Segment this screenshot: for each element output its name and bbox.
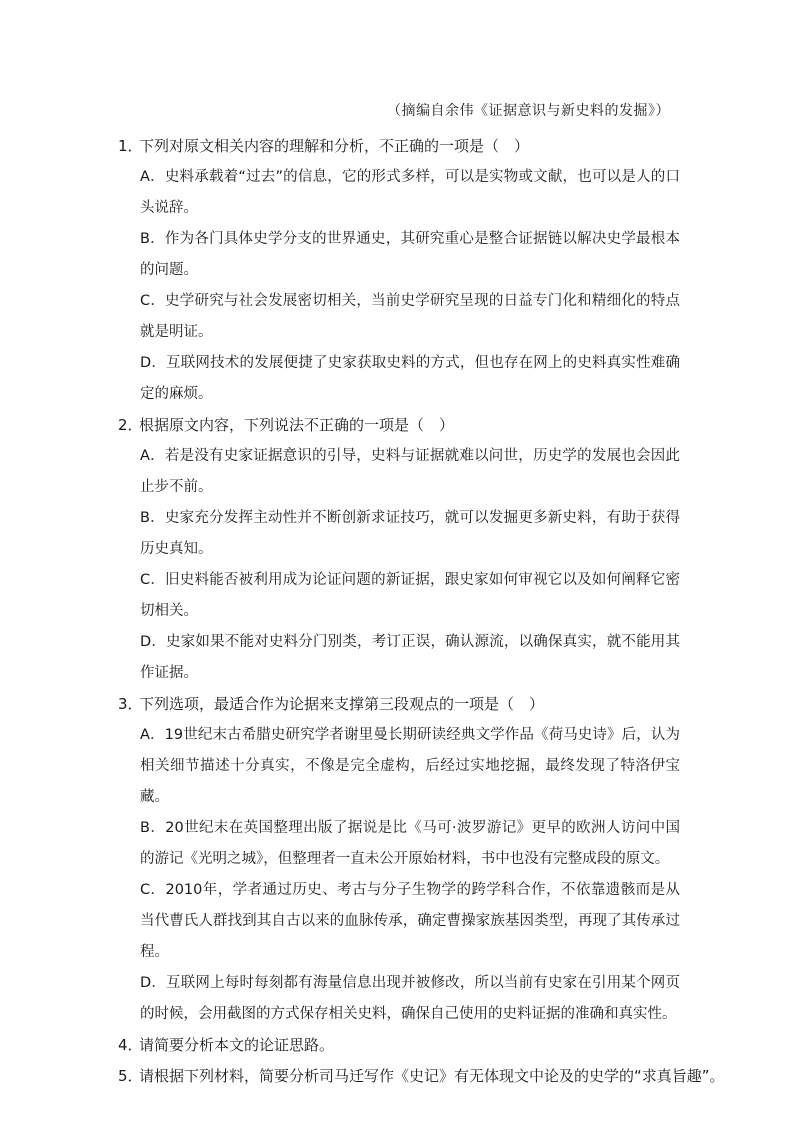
question-number: 2．	[118, 416, 143, 434]
option-b: B．20世纪末在英国整理出版了据说是比《马可·波罗游记》更早的欧洲人访问中国的游记《光明之城》，但整理者一直未公开原始材料，书中也没有完整成段的原文。	[140, 820, 680, 867]
option-b: B．作为各门具体史学分支的世界通史，其研究重心是整合证据链以解决史学最根本的问题。	[140, 231, 680, 278]
question-number: 5．	[118, 1067, 143, 1085]
question-2	[118, 410, 684, 689]
question-4	[118, 1030, 684, 1061]
option-c: C．史学研究与社会发展密切相关，当前史学研究呈现的日益专门化和精细化的特点就是明证。	[140, 293, 680, 340]
option-a: A．若是没有史家证据意识的引导，史料与证据就难以问世，历史学的发展也会因此止步不前。	[140, 448, 680, 495]
option-c: C．旧史料能否被利用成为论证问题的新证据，跟史家如何审视它以及如何阐释它密切相关。	[140, 572, 680, 619]
option-a: A．史料承载着“过去”的信息，它的形式多样，可以是实物或文献，也可以是人的口头说辞。	[140, 169, 680, 216]
question-list	[118, 131, 725, 1092]
question-5	[118, 1061, 725, 1092]
question-stem	[118, 410, 684, 441]
option-b: B．史家充分发挥主动性并不断创新求证技巧，就可以发掘更多新史料，有助于获得历史真知。	[140, 510, 680, 557]
question-number: 4．	[118, 1036, 143, 1054]
question-stem	[118, 1030, 684, 1061]
source-citation: （摘编自余伟《证据意识与新史料的发掘》）	[387, 103, 670, 119]
option-d: D．史家如果不能对史料分门别类，考订正误，确认源流，以确保真实，就不能用其作证据。	[140, 634, 680, 681]
question-text: 下列对原文相关内容的理解和分析，不正确的一项是（ ）	[139, 137, 530, 155]
option-d: D．互联网技术的发展便捷了史家获取史料的方式，但也存在网上的史料真实性难确定的麻烦。	[140, 355, 680, 402]
question-text: 根据原文内容，下列说法不正确的一项是（ ）	[139, 416, 455, 434]
option-a: A．19世纪末古希腊史研究学者谢里曼长期研读经典文学作品《荷马史诗》后，认为相关细节描述十分真实，不像是完全虚构，后经过实地挖掘，最终发现了特洛伊宝藏。	[140, 727, 680, 805]
question-text: 下列选项，最适合作为论据来支撑第三段观点的一项是（ ）	[139, 695, 545, 713]
question-1	[118, 131, 684, 410]
question-3	[118, 689, 684, 1030]
option-d: D．互联网上每时每刻都有海量信息出现并被修改，所以当前有史家在引用某个网页的时候，会用截图的方式保存相关史料，确保自己使用的史料证据的准确和真实性。	[140, 975, 680, 1022]
question-number: 3．	[118, 695, 143, 713]
question-stem	[118, 1061, 725, 1092]
question-text: 请根据下列材料，简要分析司马迁写作《史记》有无体现文中论及的史学的“求真旨趣”。	[139, 1067, 725, 1085]
question-stem	[118, 131, 684, 162]
question-stem	[118, 689, 684, 720]
question-number: 1．	[118, 137, 143, 155]
option-c: C．2010年，学者通过历史、考古与分子生物学的跨学科合作，不依靠遗骸而是从当代曹氏人群找到其自古以来的血脉传承，确定曹操家族基因类型，再现了其传承过程。	[140, 882, 680, 960]
question-text: 请简要分析本文的论证思路。	[139, 1036, 335, 1054]
